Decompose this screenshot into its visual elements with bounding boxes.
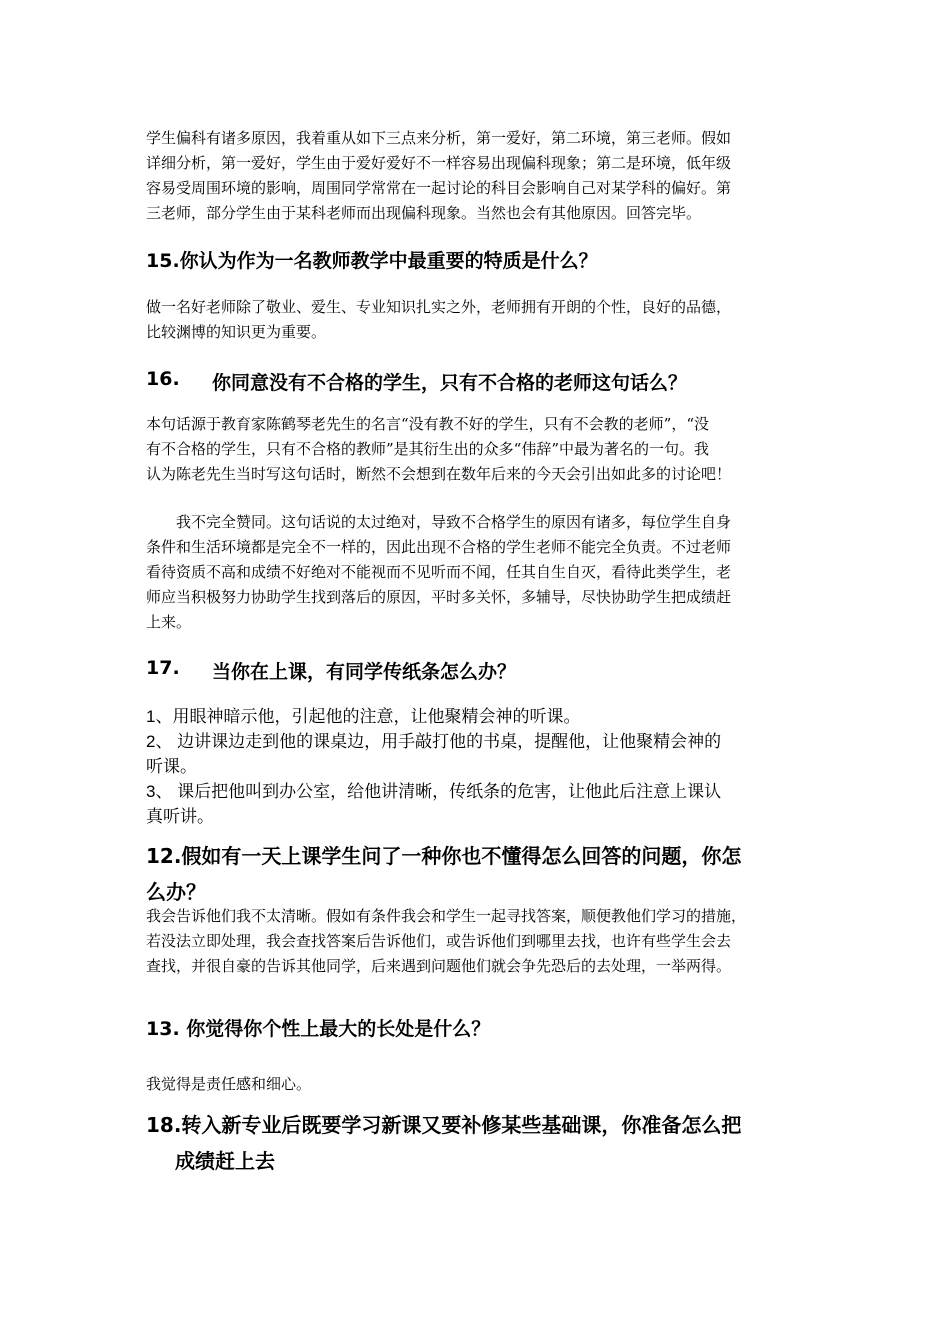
answer-16b-line-3: 看待资质不高和成绩不好绝对不能视而不见听而不闻，任其自生自灭，看待此类学生，老 [146,563,732,581]
question-16-heading: 你同意没有不合格的学生，只有不合格的老师这句话么？ [212,372,688,394]
question-12-heading-line-1: 12.假如有一天上课学生问了一种你也不懂得怎么回答的问题，你怎 [146,844,742,868]
answer-15-line-2: 比较渊博的知识更为重要。 [146,323,327,341]
answer-17-item-1: 1、用眼神暗示他，引起他的注意，让他聚精会神的听课。 [146,707,581,726]
answer-16b-line-2: 条件和生活环境都是完全不一样的，因此出现不合格的学生老师不能完全负责。不过老师 [146,538,732,556]
answer-12-line-1: 我会告诉他们我不太清晰。假如有条件我会和学生一起寻找答案，顺便教他们学习的措施， [146,907,747,925]
question-18-heading-line-2: 成绩赶上去 [175,1149,275,1173]
intro-paragraph-line-3: 容易受周围环境的影响，周围同学常常在一起讨论的科目会影响自己对某学科的偏好。第 [146,179,732,197]
question-15-heading: 15.你认为作为一名教师教学中最重要的特质是什么？ [146,250,598,272]
question-17-number: 17. [146,657,180,679]
answer-17-item-2: 2、 边讲课边走到他的课桌边，用手敲打他的书桌，提醒他，让他聚精会神的 [146,732,722,751]
answer-17-item-2-cont: 听课。 [146,757,197,776]
answer-13: 我觉得是责任感和细心。 [146,1075,312,1093]
answer-16-line-1: 本句话源于教育家陈鹤琴老先生的名言“没有教不好的学生，只有不会教的老师”，“没 [146,415,710,433]
answer-15-line-1: 做一名好老师除了敬业、爱生、专业知识扎实之外，老师拥有开朗的个性，良好的品德， [146,298,732,316]
answer-16-line-2: 有不合格的学生，只有不合格的教师”是其衍生出的众多“伟辞”中最为著名的一句。我 [146,440,710,458]
answer-16b-line-4: 师应当积极努力协助学生找到落后的原因，平时多关怀，多辅导，尽快协助学生把成绩赶 [146,588,732,606]
question-12-heading-line-2: 么办？ [146,880,206,904]
answer-16-line-3: 认为陈老先生当时写这句话时，断然不会想到在数年后来的今天会引出如此多的讨论吧！ [146,465,732,483]
answer-17-item-3-cont: 真听讲。 [146,807,214,826]
intro-paragraph-line-4: 三老师，部分学生由于某科老师而出现偏科现象。当然也会有其他原因。回答完毕。 [146,204,702,222]
answer-12-line-2: 若没法立即处理，我会查找答案后告诉他们，或告诉他们到哪里去找，也许有些学生会去 [146,932,732,950]
answer-17-item-3: 3、 课后把他叫到办公室，给他讲清晰，传纸条的危害，让他此后注意上课认 [146,782,722,801]
question-13-heading: 13. 你觉得你个性上最大的长处是什么？ [146,1018,491,1040]
question-18-heading-line-1: 18.转入新专业后既要学习新课又要补修某些基础课，你准备怎么把 [146,1113,742,1137]
intro-paragraph-line-1: 学生偏科有诸多原因，我着重从如下三点来分析，第一爱好，第二环境，第三老师。假如 [146,129,732,147]
answer-16b-line-5: 上来。 [146,613,192,631]
question-16-number: 16. [146,368,180,390]
intro-paragraph-line-2: 详细分析，第一爱好，学生由于爱好爱好不一样容易出现偏科现象；第二是环境，低年级 [146,154,732,172]
answer-12-line-3: 查找，并很自豪的告诉其他同学，后来遇到问题他们就会争先恐后的去处理，一举两得。 [146,957,732,975]
question-17-heading: 当你在上课，有同学传纸条怎么办？ [212,661,517,683]
answer-16b-line-1: 我不完全赞同。这句话说的太过绝对，导致不合格学生的原因有诸多，每位学生自身 [146,513,732,531]
